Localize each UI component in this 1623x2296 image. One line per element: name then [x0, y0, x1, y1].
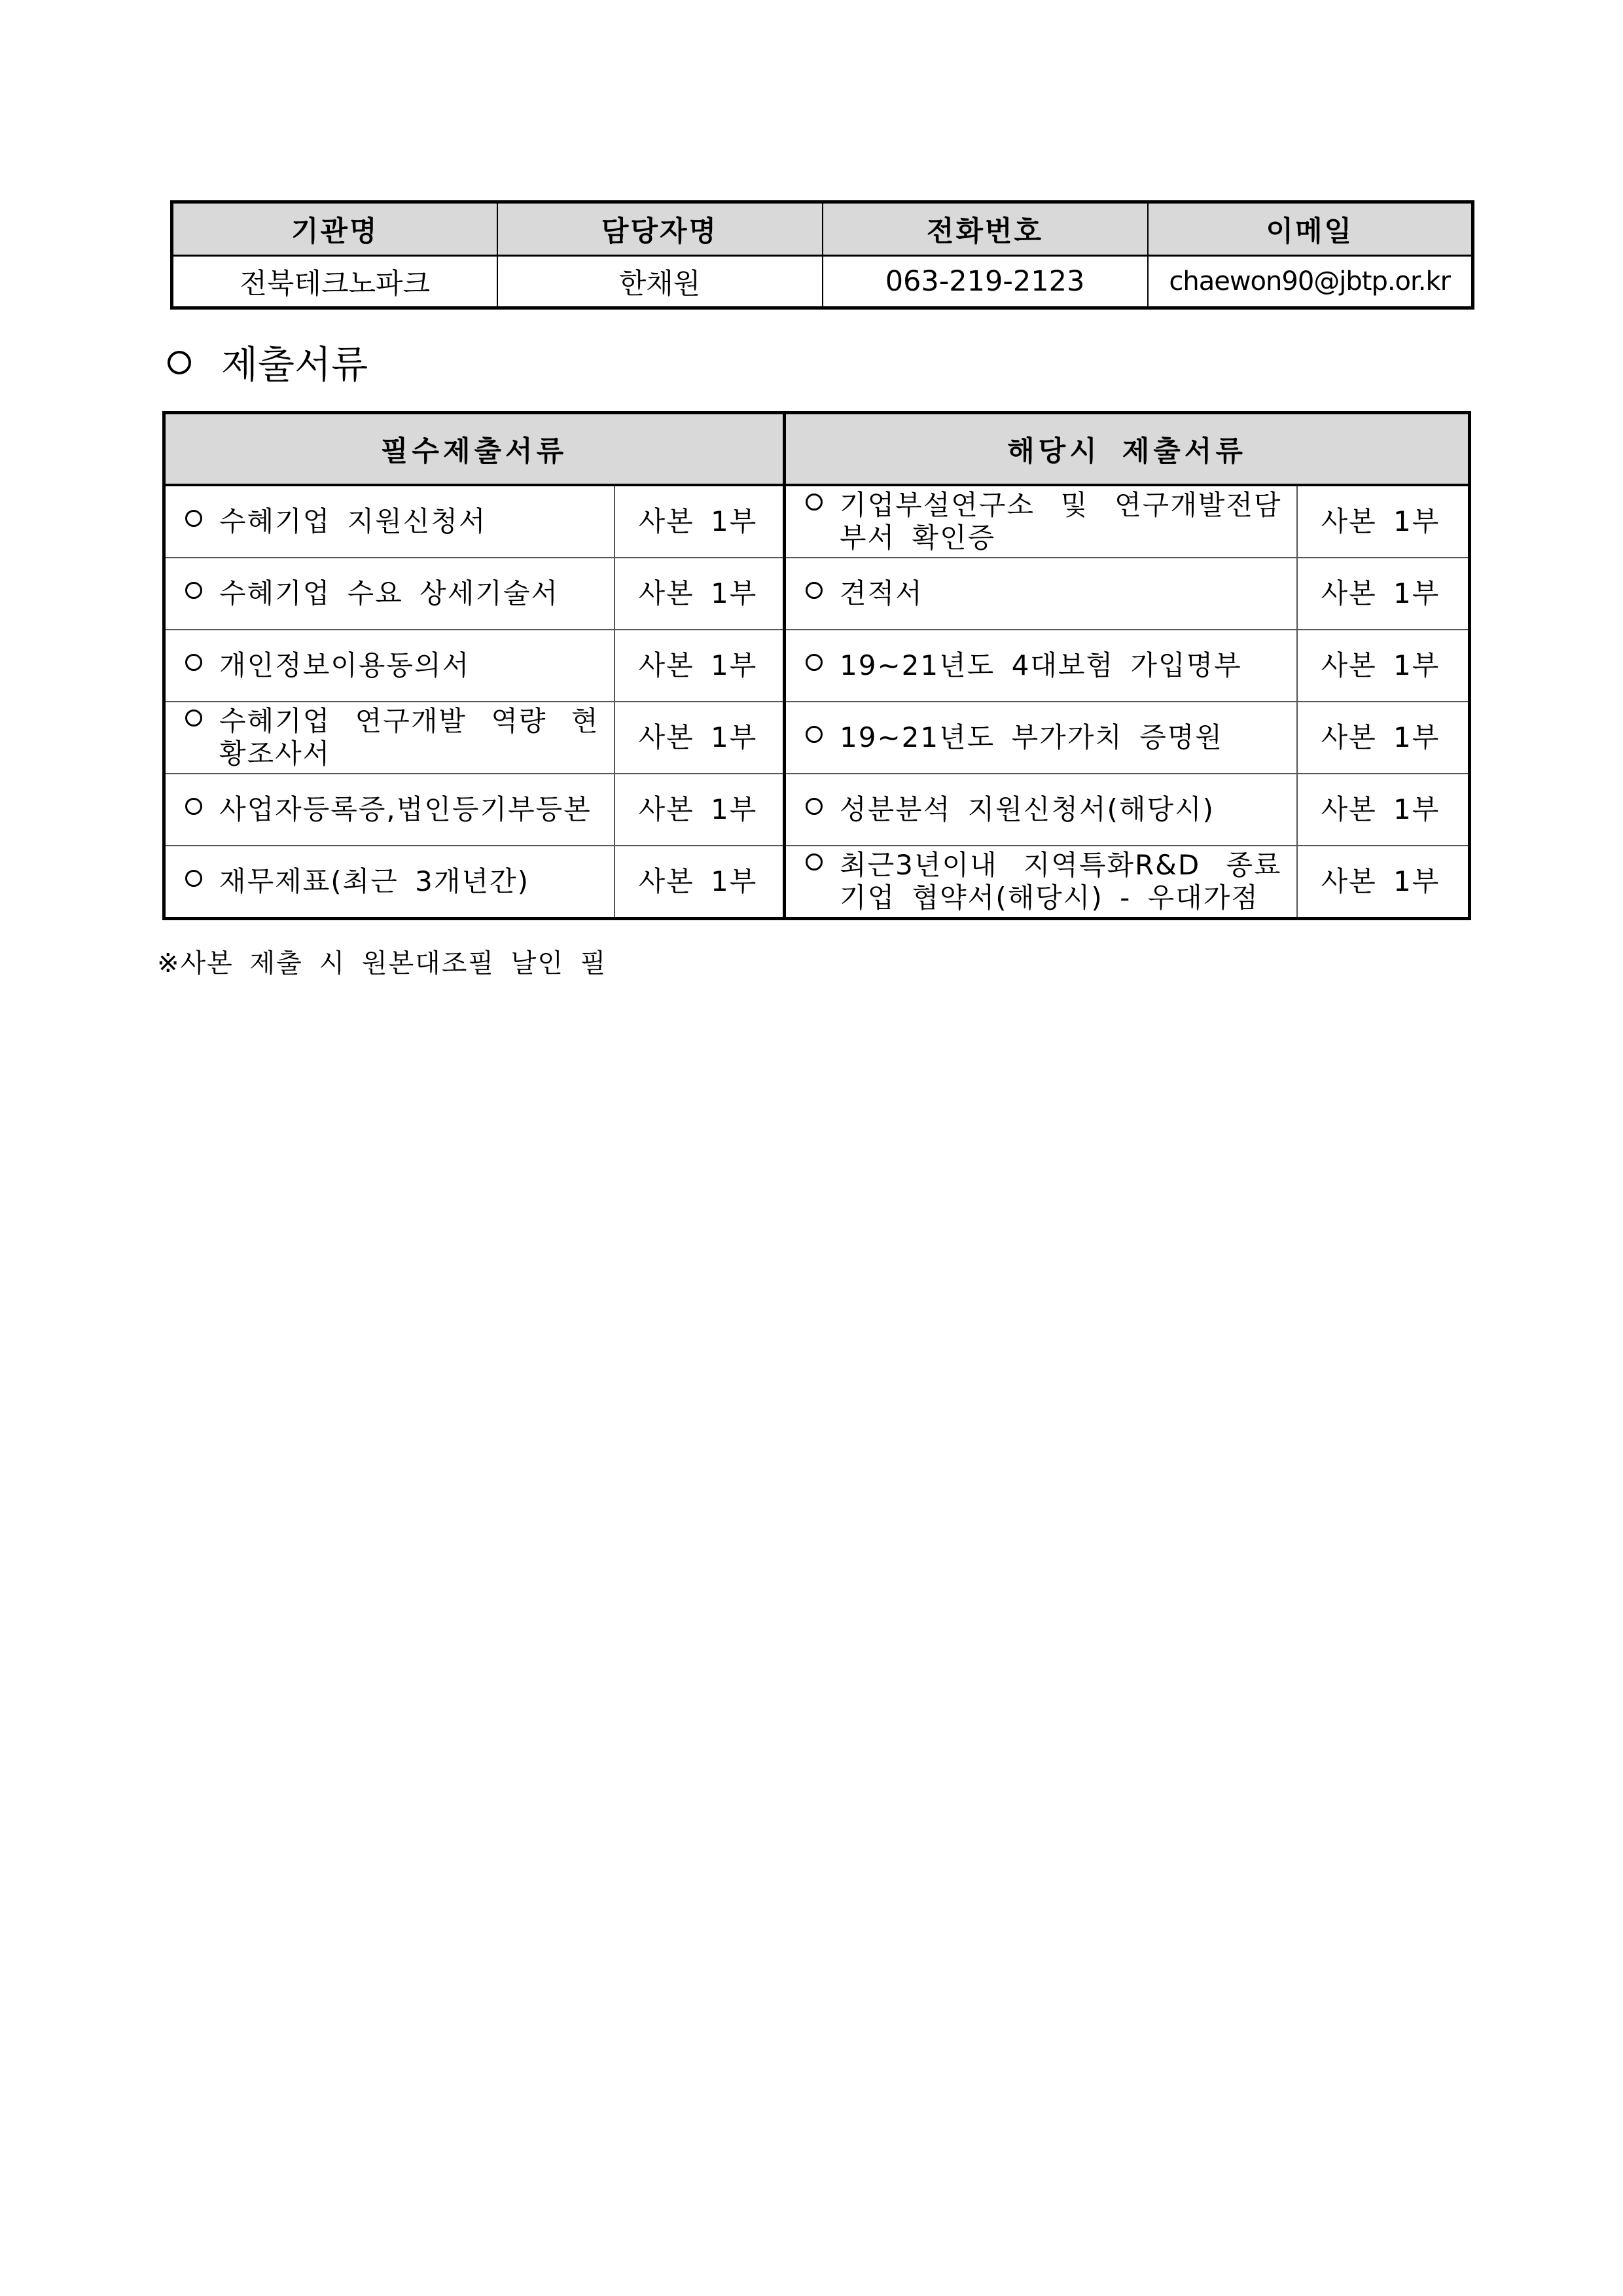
header-phone: 전화번호 [823, 202, 1148, 256]
left-document-name: 수혜기업 연구개발 역량 현황조사서 [219, 705, 599, 770]
circle-bullet-icon [185, 649, 219, 682]
left-copy-count: 사본 1부 [615, 846, 785, 919]
note-text: ※사본 제출 시 원본대조필 날인 필 [157, 948, 607, 978]
circle-bullet-icon [185, 865, 219, 898]
contact-table [170, 200, 1474, 310]
phone-number: 063-219-2123 [823, 256, 1148, 308]
left-document-item [185, 705, 599, 770]
left-document-item [185, 577, 599, 610]
email-address: chaewon90@jbtp.or.kr [1148, 256, 1473, 308]
right-document-item [806, 489, 1282, 554]
circle-bullet-icon [168, 351, 191, 374]
circle-bullet-icon [185, 505, 219, 538]
left-document-cell [164, 485, 615, 558]
right-copy-count: 사본 1부 [1297, 774, 1470, 846]
document-row [164, 485, 1470, 558]
institution-name: 전북테크노파크 [172, 256, 497, 308]
left-copy-count: 사본 1부 [615, 485, 785, 558]
header-manager: 담당자명 [497, 202, 823, 256]
manager-name: 한채원 [497, 256, 823, 308]
left-document-cell [164, 774, 615, 846]
circle-bullet-icon [806, 489, 840, 522]
left-document-cell [164, 702, 615, 774]
right-copy-count: 사본 1부 [1297, 630, 1470, 702]
right-document-cell [785, 774, 1297, 846]
circle-bullet-icon [806, 721, 840, 754]
right-copy-count: 사본 1부 [1297, 485, 1470, 558]
document-row [164, 558, 1470, 630]
documents-header-row [164, 413, 1470, 486]
left-document-name: 개인정보이용동의서 [219, 649, 471, 682]
section-title: 제출서류 [221, 342, 368, 387]
document-row [164, 846, 1470, 919]
left-document-item [185, 793, 599, 826]
left-document-item [185, 505, 599, 538]
right-document-item [806, 793, 1282, 826]
right-document-item [806, 649, 1282, 682]
left-copy-count: 사본 1부 [615, 702, 785, 774]
right-document-cell [785, 630, 1297, 702]
right-document-cell [785, 846, 1297, 919]
right-document-name: 기업부설연구소 및 연구개발전담부서 확인증 [840, 489, 1282, 554]
right-document-name: 성분분석 지원신청서(해당시) [840, 793, 1215, 826]
left-document-cell [164, 630, 615, 702]
right-document-name: 최근3년이내 지역특화R&D 종료기업 협약서(해당시) - 우대가점 [840, 849, 1282, 914]
documents-table [162, 411, 1471, 920]
right-copy-count: 사본 1부 [1297, 702, 1470, 774]
left-document-name: 수혜기업 지원신청서 [219, 505, 487, 538]
right-document-item [806, 849, 1282, 914]
right-document-name: 19~21년도 4대보험 가입명부 [840, 649, 1242, 682]
left-document-item [185, 865, 599, 898]
left-copy-count: 사본 1부 [615, 558, 785, 630]
left-document-name: 수혜기업 수요 상세기술서 [219, 577, 559, 610]
document-row [164, 630, 1470, 702]
circle-bullet-icon [185, 705, 219, 738]
circle-bullet-icon [185, 793, 219, 826]
header-email: 이메일 [1148, 202, 1473, 256]
right-copy-count: 사본 1부 [1297, 558, 1470, 630]
right-document-cell [785, 485, 1297, 558]
left-copy-count: 사본 1부 [615, 630, 785, 702]
section-heading [168, 334, 368, 389]
left-document-item [185, 649, 599, 682]
right-document-item [806, 721, 1282, 754]
header-conditional-docs: 해당시 제출서류 [785, 413, 1470, 486]
header-required-docs: 필수제출서류 [164, 413, 785, 486]
left-document-cell [164, 846, 615, 919]
left-document-cell [164, 558, 615, 630]
right-document-cell [785, 558, 1297, 630]
contact-row [172, 256, 1473, 308]
right-copy-count: 사본 1부 [1297, 846, 1470, 919]
circle-bullet-icon [806, 793, 840, 826]
left-copy-count: 사본 1부 [615, 774, 785, 846]
right-document-item [806, 577, 1282, 610]
right-document-name: 19~21년도 부가가치 증명원 [840, 721, 1223, 754]
left-document-name: 재무제표(최근 3개년간) [219, 865, 529, 898]
circle-bullet-icon [806, 849, 840, 882]
header-institution: 기관명 [172, 202, 497, 256]
right-document-name: 견적서 [840, 577, 923, 610]
circle-bullet-icon [806, 577, 840, 610]
right-document-cell [785, 702, 1297, 774]
circle-bullet-icon [185, 577, 219, 610]
contact-header-row [172, 202, 1473, 256]
left-document-name: 사업자등록증,법인등기부등본 [219, 793, 592, 826]
circle-bullet-icon [806, 649, 840, 682]
document-row [164, 774, 1470, 846]
document-row [164, 702, 1470, 774]
